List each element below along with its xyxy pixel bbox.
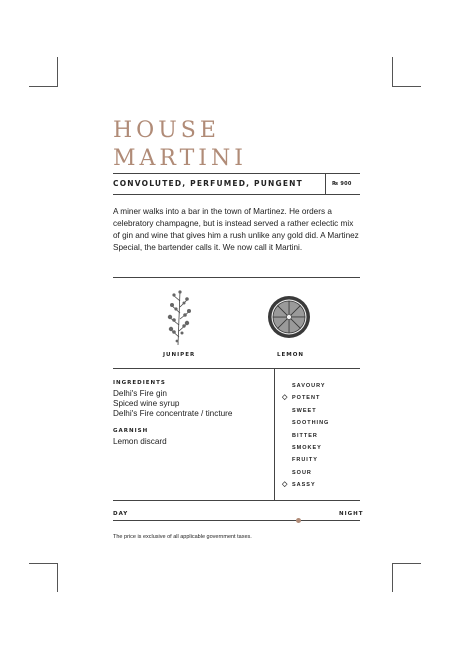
profile-item (282, 442, 329, 454)
profile-item-label: SMOKEY (292, 444, 322, 451)
profile-item-label: SOUR (292, 469, 312, 476)
garnish-heading: GARNISH (113, 428, 149, 434)
tax-footnote: The price is exclusive of all applicable government taxes. (113, 534, 252, 540)
profile-item (282, 405, 329, 417)
profile-item-label: SWEET (292, 407, 317, 414)
tagline-bottom-rule (113, 194, 360, 195)
crop-mark-top-left-vertical (57, 57, 58, 86)
crop-mark-bottom-left-horizontal (29, 563, 58, 564)
details-bottom-rule (113, 500, 360, 501)
crop-mark-top-left-horizontal (29, 86, 58, 87)
profile-item-label: SAVOURY (292, 383, 326, 389)
lemon-label: LEMON (277, 352, 305, 358)
flavour-tagline: CONVOLUTED, PERFUMED, PUNGENT (113, 179, 303, 188)
drink-title-line-2: MARTINI (113, 146, 247, 171)
juniper-label: JUNIPER (163, 352, 196, 358)
illustration-top-rule (113, 277, 360, 278)
price-label: ₨ 900 (332, 181, 352, 187)
day-label: DAY (113, 511, 129, 517)
crop-mark-top-right-horizontal (392, 86, 421, 87)
profile-item-label: SASSY (292, 482, 316, 489)
price-divider (325, 173, 326, 194)
profile-item (282, 417, 329, 429)
crop-mark-bottom-right-horizontal (392, 563, 421, 564)
day-night-scale (113, 520, 360, 521)
tagline-top-rule (113, 173, 360, 174)
profile-item-label: SOOTHING (292, 420, 330, 427)
profile-item (282, 479, 329, 491)
profile-item-label: BITTER (292, 432, 318, 439)
flavour-profile-list (282, 380, 329, 492)
diamond-marker-icon: ◇ (282, 394, 289, 402)
profile-item (282, 392, 329, 404)
day-night-indicator (296, 518, 301, 523)
ingredient-item: Delhi's Fire concentrate / tincture (113, 409, 233, 418)
garnish-value: Lemon discard (113, 437, 167, 446)
diamond-marker-icon: ◇ (282, 481, 289, 489)
ingredient-item: Delhi's Fire gin (113, 389, 167, 398)
profile-item-label: FRUITY (292, 457, 318, 464)
drink-title-line-1: HOUSE (113, 118, 220, 143)
crop-mark-bottom-left-vertical (57, 563, 58, 592)
ingredient-item: Spiced wine syrup (113, 399, 180, 408)
drink-description: A miner walks into a bar in the town of Martinez. He orders a celebratory champagne, but is instead served a rather eclectic mix of gin and wine that gives him a rush unlike any gold did. A Martinez Special, the bartender calls it. We now call it Martini. (113, 207, 359, 252)
details-column-divider (274, 368, 275, 500)
crop-mark-bottom-right-vertical (392, 563, 393, 592)
profile-item (282, 467, 329, 479)
profile-item (282, 430, 329, 442)
profile-item-label: POTENT (292, 395, 321, 402)
crop-mark-top-right-vertical (392, 57, 393, 86)
ingredients-list (113, 389, 232, 419)
juniper-sprig-icon (160, 287, 200, 347)
ingredients-heading: INGREDIENTS (113, 380, 166, 386)
details-top-rule (113, 368, 360, 369)
drink-title (113, 117, 247, 173)
lemon-slice-icon (266, 294, 312, 340)
profile-item (282, 380, 329, 392)
night-label: NIGHT (339, 511, 364, 517)
profile-item (282, 454, 329, 466)
